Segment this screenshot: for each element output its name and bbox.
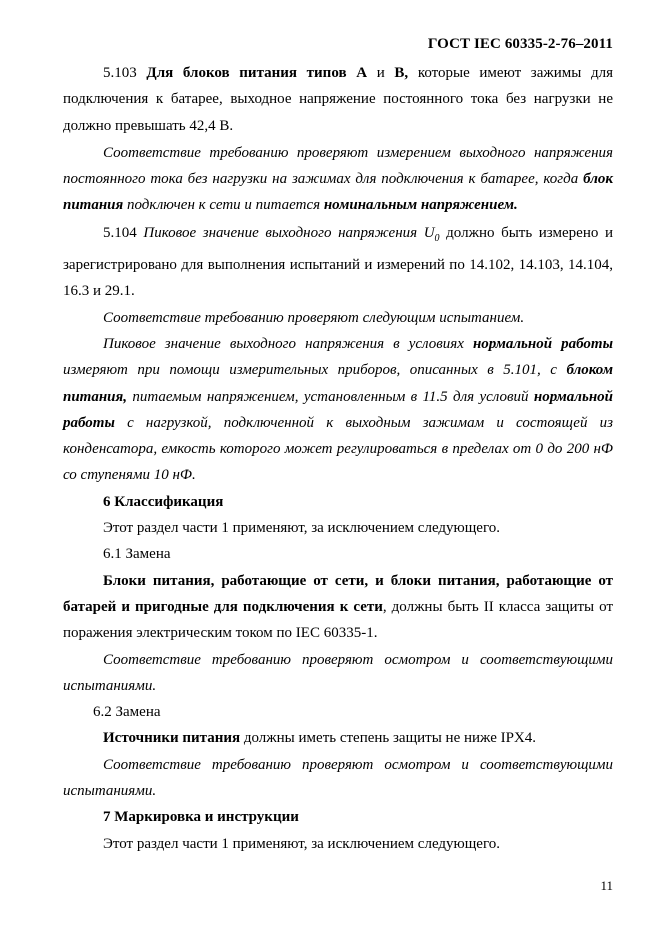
subclause-6-2-compliance: Соответствие требованию проверяют осмотром и соответствующими испытаниями. — [63, 756, 613, 800]
clause-number: 5.103 — [103, 65, 137, 81]
section-7-intro: Этот раздел части 1 применяют, за исключением следующего. — [103, 835, 500, 852]
clause-5-104-procedure: Пиковое значение выходного напряжения в условиях нормальной работы измеряют при помощи измерительных приборов, описанных в 5.101, с блоком питания, питаемым напряжением, установленным в 11.5 для условий нормальной работы с нагрузкой, подключенной к выходным зажимам и состоящей из конденсатора, емкость которого может регулироваться в пределах от 0 до 200 нФ со ступенями 10 нФ. — [63, 335, 614, 484]
section-6-intro: Этот раздел части 1 применяют, за исключением следующего. — [103, 520, 500, 537]
page-number: 11 — [600, 878, 613, 893]
subclause-6-1-compliance: Соответствие требованию проверяют осмотром и соответствующими испытаниями. — [63, 651, 613, 694]
subclause-6-2-label: 6.2 Замена — [93, 704, 161, 721]
clause-5-104-compliance: Соответствие требованию проверяют следующим испытанием. — [103, 309, 525, 326]
subclause-6-2-text: Источники питания должны иметь степень защиты не ниже IPX4. — [103, 730, 537, 747]
section-7-title: 7 Маркировка и инструкции — [103, 809, 299, 826]
clause-number: 5.104 — [103, 224, 137, 241]
document-header: ГОСТ IEC 60335-2-76–2011 — [427, 36, 613, 52]
subclause-6-1-text: Блоки питания, работающие от сети, и блоки питания, работающие от батарей и пригодные для подключения к сети, должны быть II класса защиты от поражения электрическим током по IEC 60335-1. — [63, 572, 613, 642]
clause-5-104: 5.104 Пиковое значение выходного напряжения $U_0$ должно быть измерено и зарегистрировано для выполнения испытаний и измерений по 14.102, 14.103, 14.104, 16.3 и 29.1. — [63, 224, 613, 300]
subclause-6-1-label: 6.1 Замена — [103, 546, 171, 563]
clause-5-103-compliance: Соответствие требованию проверяют измерением выходного напряжения постоянного тока без нагрузки на зажимах для подключения к батарее, когда блок питания подключен к сети и питается номинальным напряжением. — [63, 144, 614, 214]
section-6-title: 6 Классификация — [103, 493, 224, 510]
document-body — [63, 60, 613, 857]
clause-5-103: 5.103 Для блоков питания типов А и В, которые имеют зажимы для подключения к батарее, выходное напряжение постоянного тока без нагрузки не должно превышать 42,4 В. — [63, 65, 614, 134]
